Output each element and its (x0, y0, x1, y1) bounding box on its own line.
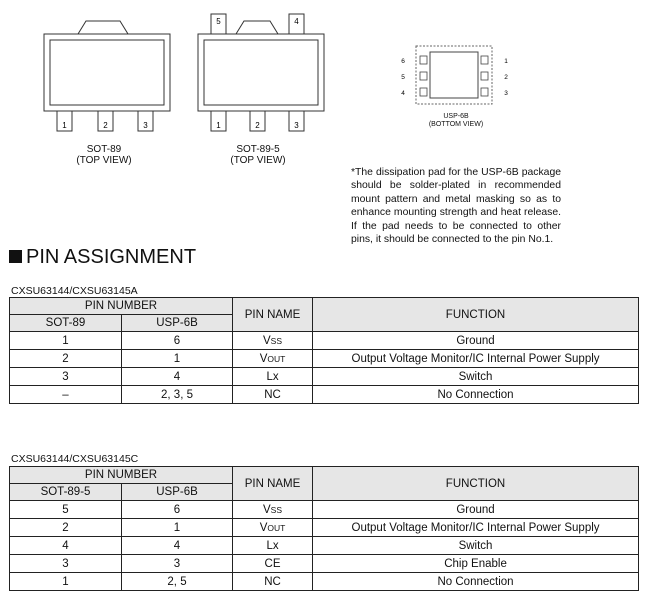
sot89-5-package-diagram (192, 10, 332, 138)
sot89-name: SOT-89 (86, 144, 122, 155)
cell-pin-b: 6 (122, 332, 233, 350)
sot89-5-caption (208, 144, 308, 166)
cell-function: Output Voltage Monitor/IC Internal Power Supply (313, 350, 639, 368)
cell-pin-name: Lx (233, 537, 313, 555)
cell-function: No Connection (313, 386, 639, 404)
usp6b-name: USP-6B (443, 113, 469, 120)
sot89-pin-1-label: 1 (62, 121, 67, 130)
table-c-pin-number-header: PIN NUMBER (10, 467, 233, 484)
cell-pin-a: 3 (10, 555, 122, 573)
cell-pin-b: 1 (122, 350, 233, 368)
table-c-pin-name-header: PIN NAME (233, 467, 313, 501)
usp6b-pin-4-label: 4 (401, 90, 405, 97)
sot89-caption (54, 144, 154, 166)
cell-pin-b: 2, 3, 5 (122, 386, 233, 404)
table-row (10, 501, 639, 519)
cell-pin-name: Lx (233, 368, 313, 386)
pin-assignment-heading (9, 246, 196, 269)
sot89-5-name: SOT-89-5 (236, 144, 280, 155)
table-a-col-usp6b-header: USP-6B (122, 315, 233, 332)
cell-pin-name: VOUT (233, 519, 313, 537)
table-a-function-header: FUNCTION (313, 298, 639, 332)
cell-pin-name: VSS (233, 501, 313, 519)
table-c-title: CXSU63144/CXSU63145C (11, 453, 139, 465)
cell-pin-b: 4 (122, 537, 233, 555)
cell-function: Chip Enable (313, 555, 639, 573)
sot89-5-view: (TOP VIEW) (230, 155, 286, 166)
sot89-5-pin-1-label: 1 (216, 121, 221, 130)
table-row (10, 350, 639, 368)
cell-pin-a: 3 (10, 368, 122, 386)
usp6b-package-diagram (394, 44, 518, 110)
usp6b-pin-1-label: 1 (504, 58, 508, 65)
table-row (10, 519, 639, 537)
cell-pin-b: 6 (122, 501, 233, 519)
cell-pin-a: 4 (10, 537, 122, 555)
cell-pin-a: 1 (10, 573, 122, 591)
cell-pin-name: VOUT (233, 350, 313, 368)
usp6b-pin-2-label: 2 (504, 74, 508, 81)
cell-pin-b: 1 (122, 519, 233, 537)
cell-pin-name: CE (233, 555, 313, 573)
table-row (10, 368, 639, 386)
cell-pin-a: – (10, 386, 122, 404)
sot89-pin-3-label: 3 (143, 121, 148, 130)
cell-pin-b: 4 (122, 368, 233, 386)
heading-square-icon (9, 250, 22, 263)
table-c-function-header: FUNCTION (313, 467, 639, 501)
cell-function: Output Voltage Monitor/IC Internal Power Supply (313, 519, 639, 537)
sot89-5-pin-4-label: 4 (294, 17, 299, 26)
usp6b-pin-3-label: 3 (504, 90, 508, 97)
table-row (10, 555, 639, 573)
cell-pin-a: 2 (10, 350, 122, 368)
sot89-pin-2-label: 2 (103, 121, 108, 130)
cell-pin-a: 5 (10, 501, 122, 519)
table-row (10, 386, 639, 404)
table-a-title: CXSU63144/CXSU63145A (11, 285, 138, 297)
table-c-col-sot89-5-header: SOT-89-5 (10, 484, 122, 501)
sot89-5-pin-3-label: 3 (294, 121, 299, 130)
table-a-pin-name-header: PIN NAME (233, 298, 313, 332)
usp6b-pin-6-label: 6 (401, 58, 405, 65)
table-c-col-usp6b-header: USP-6B (122, 484, 233, 501)
cell-pin-a: 1 (10, 332, 122, 350)
sot89-package-diagram (38, 18, 178, 138)
cell-pin-a: 2 (10, 519, 122, 537)
usp6b-caption (416, 113, 496, 129)
table-a-col-sot89-header: SOT-89 (10, 315, 122, 332)
cell-function: Switch (313, 368, 639, 386)
table-row (10, 573, 639, 591)
usp6b-pin-5-label: 5 (401, 74, 405, 81)
sot89-5-pin-5-label: 5 (216, 17, 221, 26)
table-a-pin-number-header: PIN NUMBER (10, 298, 233, 315)
usp6b-view: (BOTTOM VIEW) (428, 121, 484, 128)
table-row (10, 332, 639, 350)
sot89-5-pin-2-label: 2 (255, 121, 260, 130)
cell-function: No Connection (313, 573, 639, 591)
cell-function: Ground (313, 501, 639, 519)
table-row (10, 537, 639, 555)
pin-table-c (9, 466, 639, 591)
cell-function: Ground (313, 332, 639, 350)
dissipation-pad-note: *The dissipation pad for the USP-6B package should be solder-plated in recommended mount pattern and metal masking so as to enhance mounting strength and heat release. If the pad needs to be connected to other pins, it should be connected to the pin No.1. (351, 167, 561, 246)
cell-pin-b: 3 (122, 555, 233, 573)
cell-pin-name: NC (233, 386, 313, 404)
heading-text: PIN ASSIGNMENT (26, 246, 197, 268)
sot89-view: (TOP VIEW) (76, 155, 132, 166)
pin-table-a (9, 297, 639, 404)
cell-pin-name: NC (233, 573, 313, 591)
cell-function: Switch (313, 537, 639, 555)
cell-pin-b: 2, 5 (122, 573, 233, 591)
cell-pin-name: VSS (233, 332, 313, 350)
